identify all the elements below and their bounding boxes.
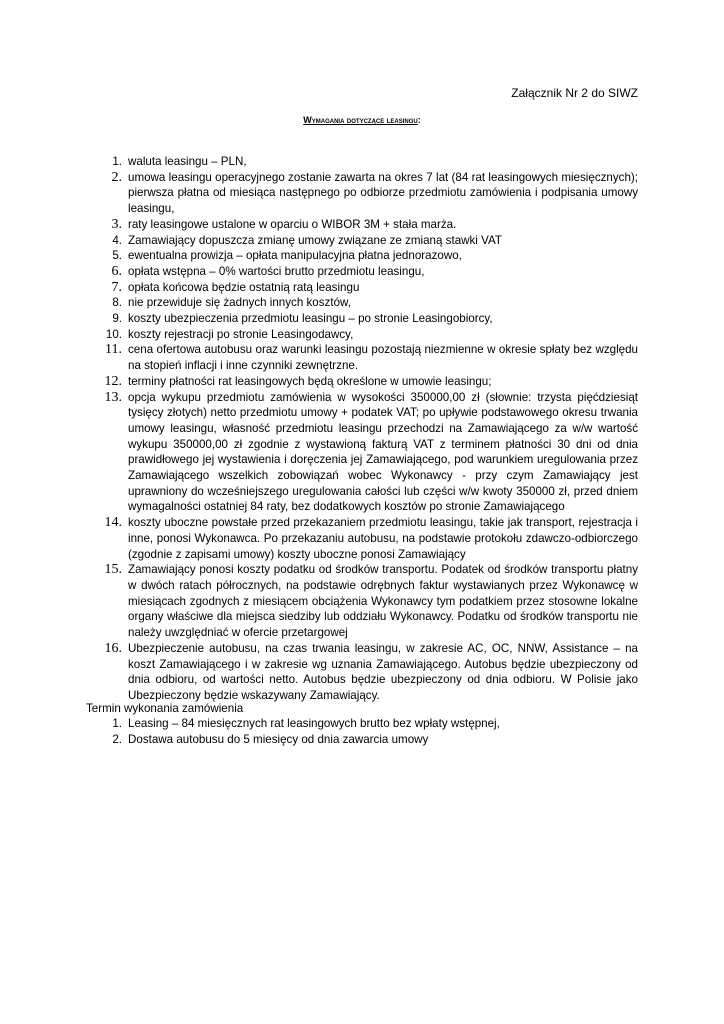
item-text: terminy płatności rat leasingowych będą określone w umowie leasingu; xyxy=(128,374,492,388)
item-text: opcja wykupu przedmiotu zamówienia w wysokości 350000,00 zł (słownie: trzysta pięćdziesiąt tysięcy złotych) netto przedmiotu umowy + podatek VAT; po upływie podstawowego okresu trwania umowy leasingu, własność przedmiotu leasingu przechodzi na Zamawiającego za w/w wartość wykupu 350000,00 zł zgodnie z wystawioną fakturą VAT z terminem płatności 30 dni od dnia prawidłowego jej wystawienia i doręczenia jej Zamawiającego, pod warunkiem uregulowania przez Zamawiającego wszelkich zobowiązań wobec Wykonawcy - przy czym Zamawiający jest uprawniony do wcześniejszego uregulowania całości lub części w/w kwoty 350000 zł, przed dniem wymagalności ostatniej 84 raty, bez dodatkowych kosztów po stronie Zamawiającego xyxy=(128,390,638,514)
item-number: 4. xyxy=(112,233,122,247)
list-item xyxy=(108,295,638,311)
item-number: 11. xyxy=(105,342,122,358)
item-text: Zamawiający ponosi koszty podatku od środków transportu. Podatek od środków transportu płatny w dwóch ratach półrocznych, na podstawie odrębnych faktur wystawianych przez Wykonawcę w miesiącach zgodnych z miesiącem obciążenia Wykonawcy tym podatkiem przez stosowne lokalne organy właściwe dla miejsca siedziby lub oddziału Wykonawcy. Podatku od środków transportu nie należy uwzględniać w ofercie przetargowej xyxy=(128,563,638,640)
title-suffix: : xyxy=(417,115,421,125)
list-item xyxy=(108,233,638,249)
list-item xyxy=(108,716,638,732)
list-item xyxy=(108,732,638,748)
item-number: 7. xyxy=(111,279,122,295)
item-number: 13. xyxy=(104,389,122,405)
item-number: 3. xyxy=(111,216,122,232)
item-number: 16. xyxy=(104,640,122,656)
list-item xyxy=(108,264,638,280)
item-text: opłata wstępna – 0% wartości brutto przedmiotu leasingu, xyxy=(128,264,425,278)
list-item xyxy=(105,327,638,343)
item-text: umowa leasingu operacyjnego zostanie zawarta na okres 7 lat (84 rat leasingowych miesięcznych); pierwsza płatna od miesiąca następnego po odbiorze przedmiotu zamówienia i podpisania umowy leasingu, xyxy=(128,170,638,216)
item-number: 12. xyxy=(104,373,122,389)
item-number: 1. xyxy=(112,155,122,168)
list-item xyxy=(104,389,638,516)
item-text: koszty uboczne powstałe przed przekazaniem przedmiotu leasingu, takie jak transport, rejestracja i inne, ponosi Wykonawca. Po przekazaniu autobusu, na podstawie protokołu zdawczo-odbiorczego (zgodnie z zapisami umowy) koszty uboczne ponosi Zamawiający xyxy=(128,516,638,561)
item-number: 10. xyxy=(105,327,122,341)
item-text: Ubezpieczenie autobusu, na czas trwania leasingu, w zakresie AC, OC, NNW, Assistance – na koszt Zamawiającego i w zakresie wg uznania Zamawiającego. Autobus będzie ubezpieczony od dnia odbioru, od wartości netto. Autobus będzie ubezpieczony od dnia odbioru. W Polisie jako Ubezpieczony będzie wskazywany Zamawiający. xyxy=(128,641,638,702)
attachment-label: Załącznik Nr 2 do SIWZ xyxy=(511,86,638,100)
list-item xyxy=(105,342,638,373)
list-item xyxy=(108,280,638,296)
item-text: cena ofertowa autobusu oraz warunki leasingu pozostają niezmienne w okresie spłaty bez względu na stopień inflacji i inne czynniki zewnętrzne. xyxy=(128,343,638,373)
item-number: 5. xyxy=(112,249,122,263)
item-text: raty leasingowe ustalone w oparciu o WIBOR 3M + stała marża. xyxy=(128,217,457,231)
item-text: Zamawiający dopuszcza zmianę umowy związane ze zmianą stawki VAT xyxy=(128,233,502,247)
requirements-list xyxy=(104,154,638,704)
item-text: koszty rejestracji po stronie Leasingodawcy, xyxy=(128,327,354,341)
term-list xyxy=(108,716,638,747)
term-title: Termin wykonania zamówienia xyxy=(86,702,244,715)
title-text: Wymagania dotyczące leasingu xyxy=(303,115,418,125)
list-item xyxy=(104,373,638,390)
item-text: koszty ubezpieczenia przedmiotu leasingu – po stronie Leasingobiorcy, xyxy=(128,312,493,326)
item-number: 6. xyxy=(111,263,122,279)
item-number: 14. xyxy=(104,515,122,531)
list-item xyxy=(108,248,638,264)
list-item xyxy=(108,154,638,170)
list-item xyxy=(104,640,638,704)
list-item xyxy=(104,515,638,562)
item-text: ewentualna prowizja – opłata manipulacyjna płatna jednorazowo, xyxy=(128,249,462,263)
item-text: Leasing – 84 miesięcznych rat leasingowych brutto bez wpłaty wstępnej, xyxy=(128,717,500,730)
item-text: nie przewiduje się żadnych innych kosztów, xyxy=(128,296,351,310)
list-item xyxy=(108,217,638,233)
list-item xyxy=(104,562,638,641)
item-number: 15. xyxy=(104,562,122,578)
item-text: waluta leasingu – PLN, xyxy=(128,155,247,168)
list-item xyxy=(108,311,638,327)
item-text: opłata końcowa będzie ostatnią ratą leasingu xyxy=(128,280,360,294)
item-text: Dostawa autobusu do 5 miesięcy od dnia zawarcia umowy xyxy=(128,732,429,746)
item-number: 1. xyxy=(112,717,122,730)
item-number: 2. xyxy=(112,732,122,746)
item-number: 8. xyxy=(112,296,122,310)
document-title xyxy=(0,115,724,125)
item-number: 9. xyxy=(112,312,122,326)
item-number: 2. xyxy=(111,169,122,185)
list-item xyxy=(108,170,638,217)
